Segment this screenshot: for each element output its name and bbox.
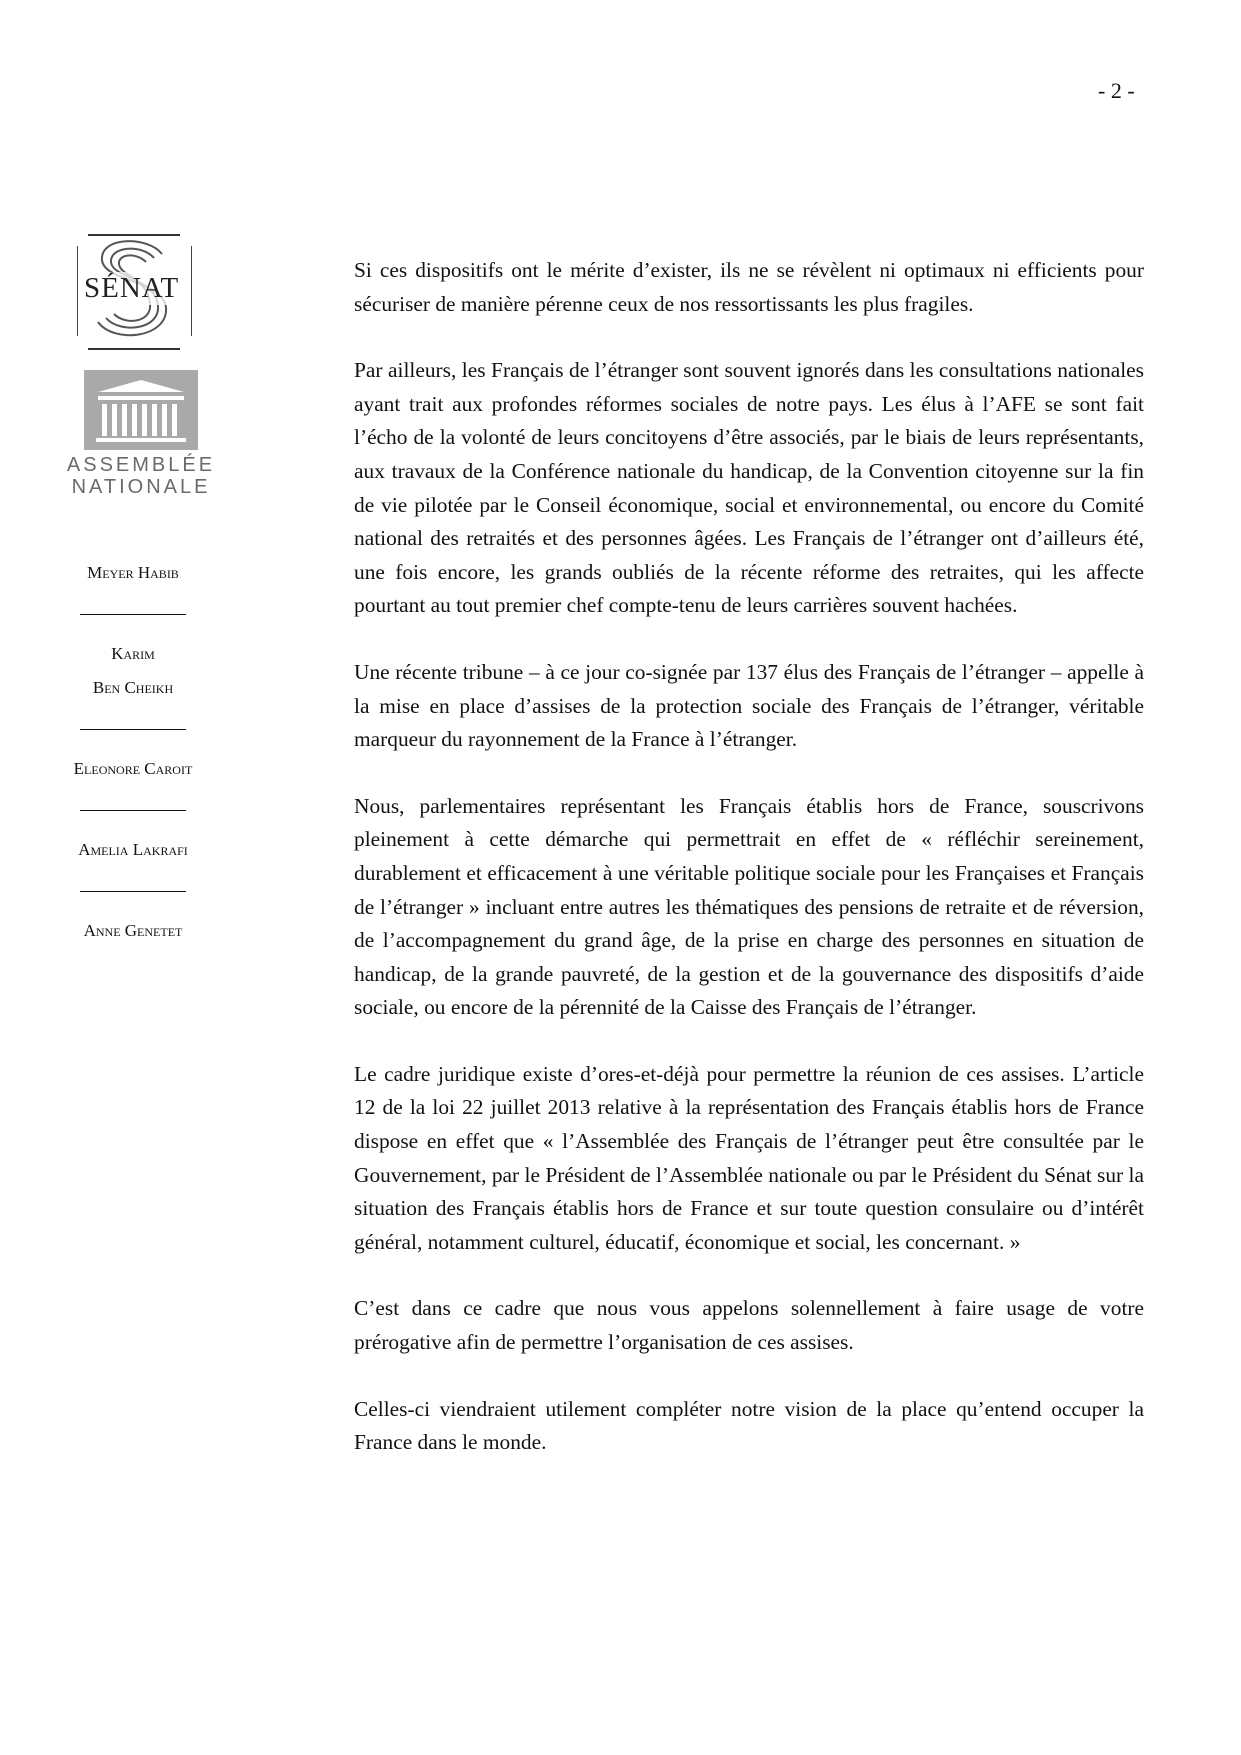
senat-logo xyxy=(48,228,234,358)
assemblee-logo-line1: ASSEMBLÉE xyxy=(66,454,216,476)
signatory-separator xyxy=(80,810,186,811)
signatory-name: Anne Genetet xyxy=(83,921,183,940)
senat-logo-text: SÉNAT xyxy=(84,272,180,304)
paragraph: C’est dans ce cadre que nous vous appelons solennellement à faire usage de votre prérogative afin de permettre l’organisation de ces assises. xyxy=(354,1296,1144,1355)
signatory-name: Ben Cheikh xyxy=(92,678,174,697)
signatory xyxy=(40,556,226,590)
paragraph: Le cadre juridique existe d’ores-et-déjà pour permettre la réunion de ces assises. L’article 12 de la loi 22 juillet 2013 relative à la représentation des Français établis hors de France dispose en effet que « l’Assemblée des Français de l’étranger peut être consultée par le Gouvernement, par le Président de l’Assemblée nationale ou par le Président du Sénat sur la situation des Français établis hors de France et sur toute question consulaire ou d’intérêt général, notamment culturel, éducatif, économique et social, les concernant. » xyxy=(354,1061,1144,1254)
signatory-separator xyxy=(80,614,186,615)
signatory-name: Amelia Lakrafi xyxy=(78,840,188,859)
paragraph: Celles-ci viendraient utilement compléter notre vision de la place qu’entend occuper la France dans le monde. xyxy=(354,1396,1144,1455)
signatory xyxy=(40,914,226,948)
signatory-separator xyxy=(80,729,186,730)
signatory-separator xyxy=(80,891,186,892)
signatory xyxy=(40,637,226,705)
signatory xyxy=(40,752,226,786)
signatory-name: Meyer Habib xyxy=(87,563,179,582)
assemblee-building-icon xyxy=(84,370,198,450)
paragraph: Nous, parlementaires représentant les Français établis hors de France, souscrivons pleinement à cette démarche qui permettrait en effet de « réfléchir sereinement, durablement et efficacement à une véritable politique sociale pour les Françaises et Français de l’étranger » incluant entre autres les thématiques des pensions de retraite et de réversion, de l’accompagnement du grand âge, de la prise en charge des personnes en situation de handicap, de la grande pauvreté, de la gestion et de la gouvernance des dispositifs d’aide sociale, ou encore de la pérennité de la Caisse des Français de l’étranger. xyxy=(354,793,1144,1020)
signatory-list xyxy=(40,556,226,948)
letter-body xyxy=(354,254,1144,1493)
page-number: - 2 - xyxy=(1098,78,1135,103)
assemblee-nationale-logo xyxy=(48,370,234,498)
assemblee-logo-line2: NATIONALE xyxy=(71,476,211,498)
signatory-name: Eleonore Caroit xyxy=(73,759,193,778)
paragraph: Si ces dispositifs ont le mérite d’exister, ils ne se révèlent ni optimaux ni efficients pour sécuriser de manière pérenne ceux de nos ressortissants les plus fragiles. xyxy=(354,258,1144,316)
signatory-name: Karim xyxy=(111,644,155,663)
paragraph: Par ailleurs, les Français de l’étranger sont souvent ignorés dans les consultations nationales ayant trait aux profondes réformes sociales de notre pays. Les élus à l’AFE se sont fait l’écho de la volonté de leurs concitoyens d’être associés, par le biais de leurs représentants, aux travaux de la Conférence nationale du handicap, de la Convention citoyenne sur la fin de vie pilotée par le Conseil économique, social et environnemental, ou encore du Comité national des retraités et des personnes âgées. Les Français de l’étranger ont d’ailleurs été, une fois encore, les grands oubliés de la récente réforme des retraites, qui les affecte pourtant au tout premier chef compte-tenu de leurs carrières souvent hachées. xyxy=(354,358,1144,618)
senat-logo-bottom-bar xyxy=(88,348,180,350)
paragraph: Une récente tribune – à ce jour co-signée par 137 élus des Français de l’étranger – appelle à la mise en place d’assises de la protection sociale des Français de l’étranger, véritable marqueur du rayonnement de la France à l’étranger. xyxy=(354,659,1144,752)
sidebar-logos xyxy=(48,228,234,498)
senat-logo-right-line xyxy=(191,246,192,336)
signatory xyxy=(40,833,226,867)
